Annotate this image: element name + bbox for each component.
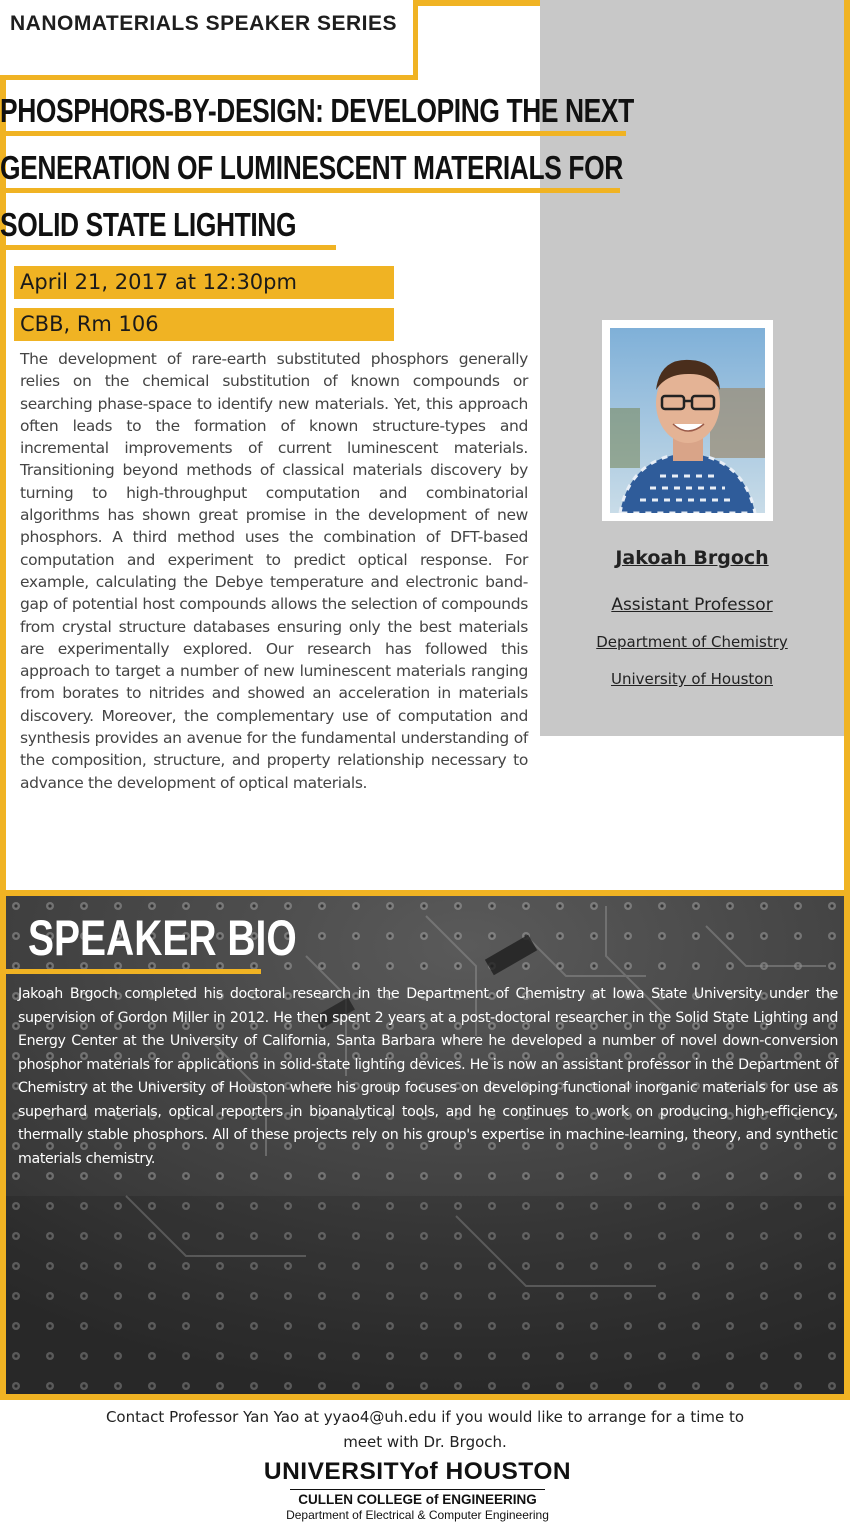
series-label-box [0, 0, 418, 80]
series-label: NANOMATERIALS SPEAKER SERIES [10, 12, 397, 35]
college-name: CULLEN COLLEGE of ENGINEERING [298, 1492, 537, 1507]
bio-heading-underline [6, 969, 261, 974]
speaker-name: Jakoah Brgoch [615, 547, 769, 569]
event-date: April 21, 2017 at 12:30pm [14, 266, 394, 299]
title-underline-3 [0, 245, 336, 250]
event-room: CBB, Rm 106 [14, 308, 394, 341]
talk-title-line-1: PHOSPHORS-BY-DESIGN: DEVELOPING THE NEXT [0, 92, 634, 129]
speaker-photo-frame [602, 320, 773, 521]
title-underline-1 [0, 131, 626, 136]
talk-title-line-3: SOLID STATE LIGHTING [0, 206, 297, 243]
talk-title-line-2: GENERATION OF LUMINESCENT MATERIALS FOR [0, 149, 623, 186]
bio-heading: SPEAKER BIO [28, 910, 297, 966]
title-underline-2 [0, 188, 620, 193]
talk-abstract: The development of rare-earth substituted phosphors generally relies on the chemical substitution of known compounds or searching phase-space to identify new materials. Yet, this approach often leads to the formation of known structure-types and incremental improvements of current luminescent materials. Transitioning beyond methods of classical materials discovery by turning to high-throughput computation and combinatorial algorithms has shown great promise in the development of new phosphors. A third method uses the combination of DFT-based computation and experiment to predict optical response. For example, calculating the Debye temperature and electronic band-gap of potential host compounds allows the selection of compounds from crystal structure databases ensuring only the best materials are experimentally explored. Our research has followed this approach to target a number of new luminescent materials ranging from borates to nitrides and showed an acceleration in materials discovery. Moreover, the complementary use of computation and synthesis provides an avenue for the fundamental understanding of the composition, structure, and property relationship necessary to advance the development of optical materials. [20, 350, 528, 792]
department-name: Department of Electrical & Computer Engineering [286, 1508, 549, 1522]
speaker-photo [610, 328, 765, 513]
speaker-university: University of Houston [610, 670, 773, 688]
speaker-bio-section [0, 890, 850, 1400]
speaker-role: Assistant Professor [611, 595, 773, 615]
bio-text: Jakoah Brgoch completed his doctoral research in the Department of Chemistry at Iowa State University under the supervision of Gordon Miller in 2012. He then spent 2 years at a post-doctoral researcher in the Solid State Lighting and Energy Center at the University of California, Santa Barbara where he developed a number of novel down-conversion phosphor materials for applications in solid-state lighting devices. He is now an assistant professor in the Department of Chemistry at the University of Houston where his group focuses on developing functional inorganic materials for use as superhard materials, optical reporters in bioanalytical tools, and he continues to work on producing high-efficiency, thermally stable phosphors. All of these projects rely on his group's expertise in machine-learning, theory, and synthetic materials chemistry. [18, 986, 838, 1167]
contact-info: Contact Professor Yan Yao at yyao4@uh.edu if you would like to arrange for a time to meet with Dr. Brgoch. [105, 1408, 745, 1451]
speaker-department: Department of Chemistry [596, 633, 788, 651]
logo-divider [290, 1489, 545, 1490]
university-logo-text: UNIVERSITYof HOUSTON [263, 1458, 572, 1485]
